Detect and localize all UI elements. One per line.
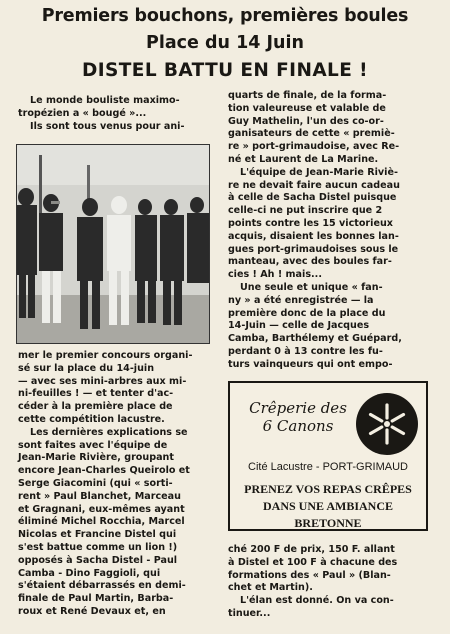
text-line: Camba, Barthélemy et Guépard, [228,333,402,345]
text-line: Serge Giacomini (qui « sorti- [18,477,173,489]
text-line: cette compétition lacustre. [18,413,165,425]
lead-line: tropézien a « bougé »... [18,107,147,119]
text-line: à celle de Sacha Distel puisque [228,192,397,204]
ad-name-line: 6 Canons [262,417,334,435]
text-line: ché 200 F de prix, 150 F. allant [228,544,395,555]
ad-business-name [238,399,358,435]
text-line: Guy Mathelin, l'un des co-or- [228,115,384,127]
article-column-right [228,90,428,372]
text-line: sont faites avec l'équipe de [18,439,168,451]
text-line: à Distel et 100 F à chacune des [228,556,398,568]
text-line: chet et Martin). [228,582,313,594]
text-line: Jean-Marie Rivière, groupant [18,452,174,464]
text-line: manteau, avec des boules far- [228,256,392,268]
text-line: opposés à Sacha Distel - Paul [18,554,178,566]
text-line: première donc de la place du [228,307,386,319]
text-line: formations des « Paul » (Blan- [228,569,391,581]
ad-name-line: Crêperie des [249,399,347,417]
text-line: acquis, disaient les bonnes lan- [228,230,399,242]
text-line: re » port-grimaudoise, avec Re- [228,141,400,153]
text-line: Une seule et unique « fan- [240,281,383,293]
ad-slogan-line: PRENEZ VOS REPAS CRÊPES [244,482,412,496]
text-line: tinuer... [228,607,271,619]
six-cannons-wheel-icon [354,391,420,461]
text-line: sé sur la place du 14-juin [18,362,155,374]
text-line: s'étaient débarrassés en demi- [18,580,186,592]
text-line: L'équipe de Jean-Marie Riviè- [240,166,398,178]
text-line: céder à la première place de [18,401,173,413]
text-line: encore Jean-Charles Queirolo et [18,465,190,477]
article-column-right-end [228,544,428,621]
text-line: — avec ses mini-arbres aux mi- [18,375,187,387]
text-line: né et Laurent de La Marine. [228,153,379,165]
ad-slogan [238,481,418,532]
ad-slogan-line: DANS UNE AMBIANCE BRETONNE [262,499,393,530]
text-line: celle-ci ne put inscrire que 2 [228,205,383,217]
text-line: rent » Paul Blanchet, Marceau [18,490,181,502]
text-line: mer le premier concours organi- [18,350,193,361]
lead-line: Le monde bouliste maximo- [30,95,180,106]
text-line: cies ! Ah ! mais... [228,269,322,281]
headline-line-1: Premiers bouchons, premières boules [41,6,409,26]
text-line: points contre les 15 victorieux [228,217,393,229]
text-line: turs vainqueurs qui ont empo- [228,358,393,370]
text-line: éliminé Michel Rocchia, Marcel [18,516,185,528]
text-line: gues port-grimaudoises sous le [228,243,399,255]
headline-line-3: DISTEL BATTU EN FINALE ! [82,60,368,81]
text-line: quarts de finale, de la forma- [228,90,387,101]
text-line: perdant 0 à 13 contre les fu- [228,345,383,357]
text-line: ganisateurs de cette « premiè- [228,128,395,140]
text-line: ny » a été enregistrée — la [228,294,374,306]
text-line: tion valeureuse et valable de [228,102,386,114]
text-line: 14-Juin — celle de Jacques [228,320,370,332]
team-photo [16,144,210,344]
text-line: re ne devait faire aucun cadeau [228,179,400,191]
lead-line: Ils sont tous venus pour ani- [30,120,185,132]
creperie-advertisement [228,381,428,531]
text-line: s'est battue comme un lion !) [18,541,178,553]
text-line: Camba - Dino Faggioli, qui [18,567,161,579]
text-line: Les dernières explications se [30,426,188,438]
text-line: finale de Paul Martin, Barba- [18,593,174,605]
text-line: L'élan est donné. On va con- [240,595,394,607]
article-column-left [18,350,218,619]
text-line: Nicolas et Francine Distel qui [18,529,177,541]
ad-location: Cité Lacustre - PORT-GRIMAUD [248,461,408,473]
lead-paragraph [18,95,208,133]
headline-line-2: Place du 14 Juin [146,33,304,53]
text-line: et Gragnani, eux-mêmes ayant [18,503,185,515]
text-line: ni-feuilles ! — et tenter d'ac- [18,388,174,400]
text-line: roux et René Devaux et, en [18,605,166,617]
